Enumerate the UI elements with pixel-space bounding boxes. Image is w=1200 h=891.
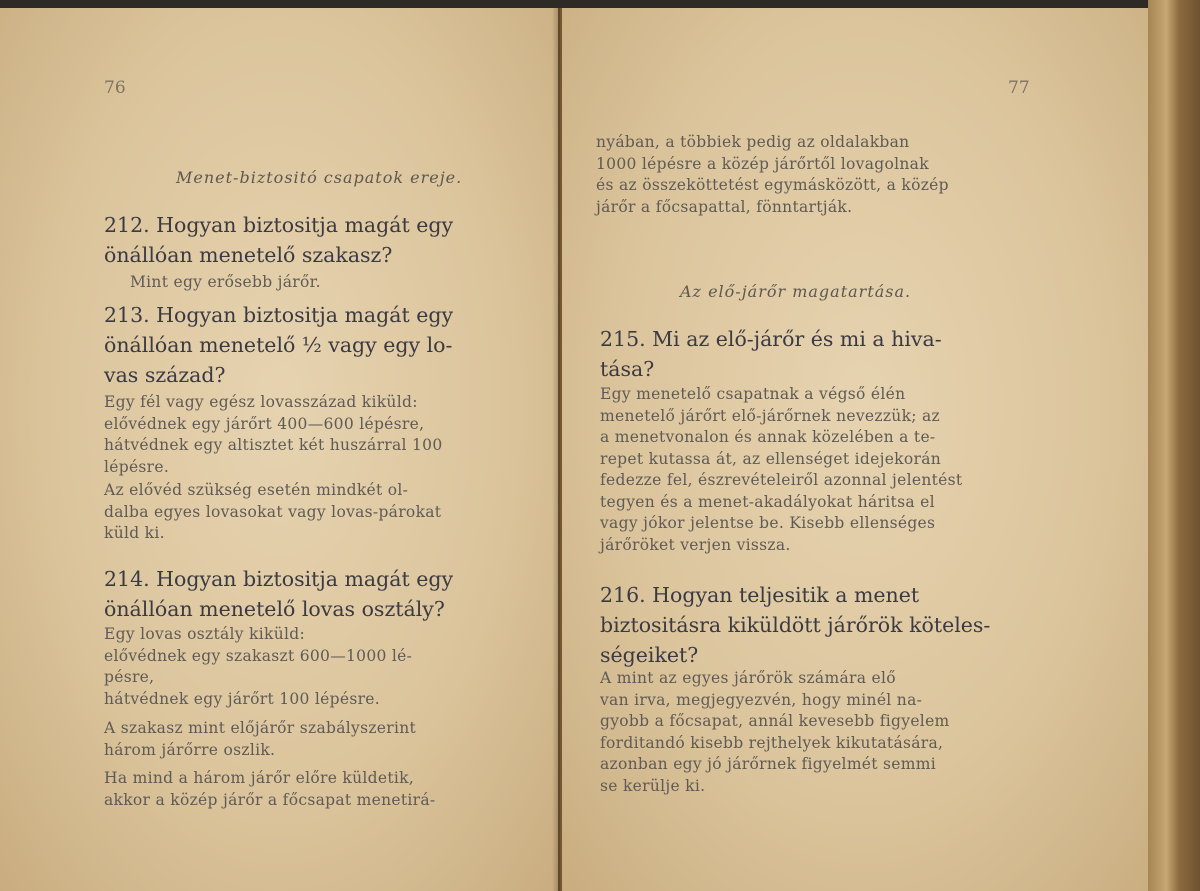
top-shadow: [0, 0, 1200, 8]
answer-213-paragraph-1: Egy fél vagy egész lovasszázad kiküld: elővédnek egy járőrt 400—600 lépésre, hátvédnek egy altisztet két huszárral 100 lépésre.: [104, 393, 443, 476]
question-216: 216. Hogyan teljesitik a menet biztositásra kiküldött járőrök köteles- ségeiket?: [600, 583, 991, 667]
section-heading: Az elő-járőr magatartása.: [680, 282, 912, 301]
answer-216: A mint az egyes járőrök számára elő van irva, megjegyezvén, hogy minél na- gyobb a főcsapat, annál kevesebb figyelem forditandó kisebb rejthelyek kikutatására, azonban egy jó járőrnek figyelmét semmi se kerülje ki.: [600, 669, 950, 795]
question-212: 212. Hogyan biztositja magát egy önállóan menetelő szakasz?: [104, 213, 454, 267]
left-page: [0, 8, 560, 891]
page-number-left: 76: [104, 78, 126, 98]
answer-213-paragraph-2: Az elővéd szükség esetén mindkét ol- dalba egyes lovasokat vagy lovas-párokat küld ki.: [104, 481, 442, 542]
answer-212: Mint egy erősebb járőr.: [130, 273, 321, 291]
question-214: 214. Hogyan biztositja magát egy önállóan menetelő lovas osztály?: [104, 567, 454, 621]
page-number-right: 77: [1008, 78, 1030, 98]
continued-text: nyában, a többiek pedig az oldalakban 1000 lépésre a közép járőrtől lovagolnak és az összeköttetést egymásközött, a közép járőr a főcsapattal, fönntartják.: [596, 133, 949, 216]
question-215: 215. Mi az elő-járőr és mi a hiva- tása?: [600, 327, 942, 381]
answer-214-paragraph-3: Ha mind a három járőr előre küldetik, akkor a közép járőr a főcsapat menetirá-: [104, 769, 436, 809]
right-page: [562, 8, 1162, 891]
answer-215: Egy menetelő csapatnak a végső élén menetelő járőrt elő-járőrnek nevezzük; az a menetvonalon és annak közelében a te- repet kutassa át, az ellenséget idejekorán fedezze fel, észrevételeiről azonnal jelentést tegyen és a menet-akadályokat háritsa el vagy jókor jelentse be. Kisebb ellenséges járőröket verjen vissza.: [600, 385, 963, 554]
page-edges: [1148, 0, 1200, 891]
running-head: Menet-biztositó csapatok ereje.: [176, 168, 463, 187]
question-213: 213. Hogyan biztositja magát egy önállóan menetelő ½ vagy egy lo- vas század?: [104, 303, 454, 387]
answer-214-paragraph-2: A szakasz mint előjárőr szabályszerint három járőrre oszlik.: [104, 719, 417, 759]
answer-214-paragraph-1: Egy lovas osztály kiküld: elővédnek egy szakaszt 600—1000 lé- pésre, hátvédnek egy járőrt 100 lépésre.: [104, 625, 413, 708]
